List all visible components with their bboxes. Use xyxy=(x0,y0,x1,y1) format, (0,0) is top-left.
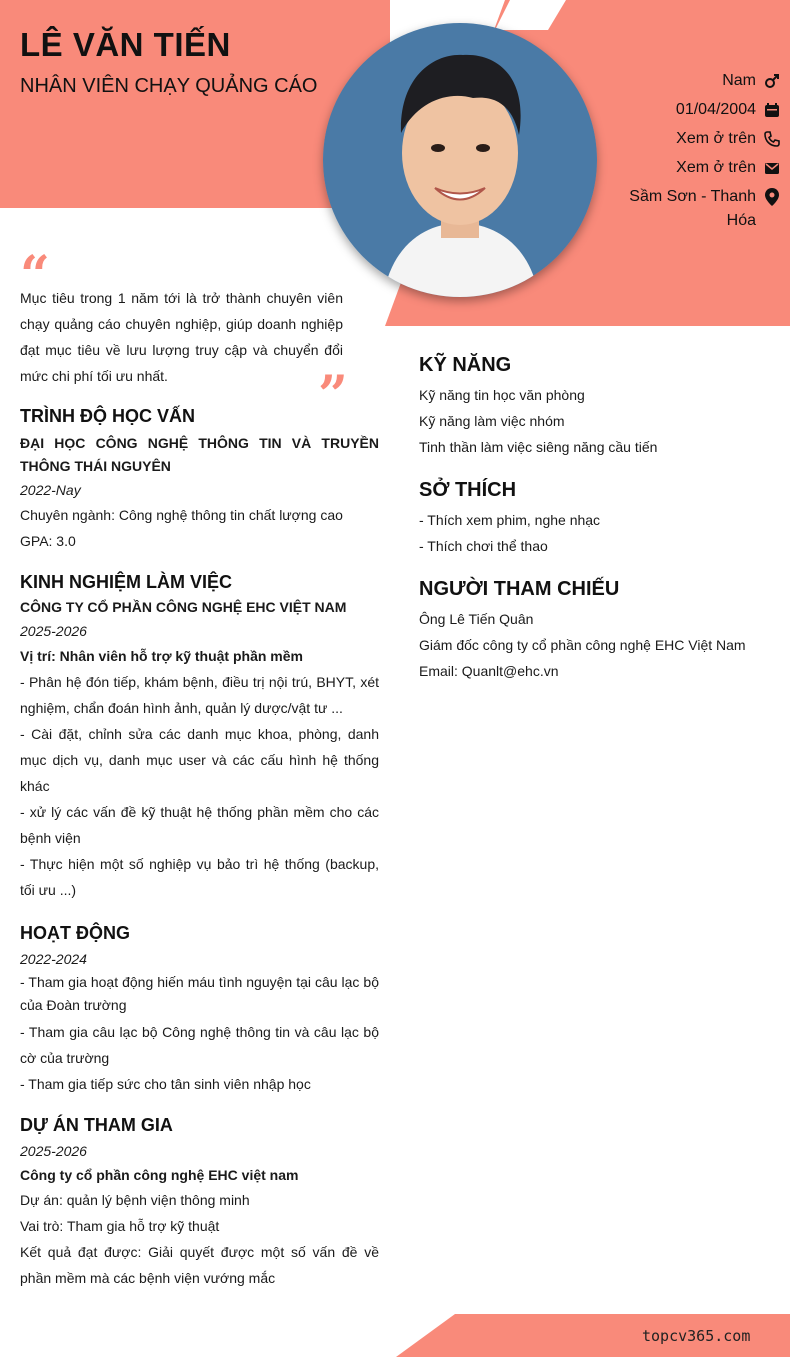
avatar-photo xyxy=(323,23,597,297)
education-heading: TRÌNH ĐỘ HỌC VẤN xyxy=(20,406,195,426)
reference-item: Giám đốc công ty cổ phần công nghệ EHC Việt Nam xyxy=(419,637,746,653)
hobby-item: - Thích chơi thể thao xyxy=(419,538,548,554)
references-heading: NGƯỜI THAM CHIẾU xyxy=(419,578,620,600)
experience-position: Vị trí: Nhân viên hỗ trợ kỹ thuật phần mềm xyxy=(20,648,303,664)
calendar-icon xyxy=(762,98,782,122)
experience-heading: KINH NGHIỆM LÀM VIỆC xyxy=(20,572,233,592)
experience-item: - Thực hiện một số nghiệp vụ bảo trì hệ thống (backup, tối ưu ...) xyxy=(20,856,379,898)
contact-birthday xyxy=(676,98,782,122)
projects-project: Dự án: quản lý bệnh viện thông minh xyxy=(20,1192,250,1208)
education-school: ĐẠI HỌC CÔNG NGHỆ THÔNG TIN VÀ TRUYỀN THÔNG THÁI NGUYÊN xyxy=(20,435,379,474)
experience-period: 2025-2026 xyxy=(20,623,87,639)
experience-item: - Phân hệ đón tiếp, khám bệnh, điều trị nội trú, BHYT, xét nghiệm, chẩn đoán hình ảnh, quản lý dược/vật tư ... xyxy=(20,674,379,716)
skills-heading: KỸ NĂNG xyxy=(419,354,512,376)
education-section xyxy=(20,406,379,554)
skill-item: Kỹ năng tin học văn phòng xyxy=(419,387,585,403)
birthday-value: 01/04/2004 xyxy=(675,101,756,118)
contact-gender xyxy=(722,69,782,93)
activity-item: - Tham gia tiếp sức cho tân sinh viên nhập học xyxy=(20,1076,311,1092)
address-value xyxy=(629,185,756,233)
projects-heading: DỰ ÁN THAM GIA xyxy=(20,1115,173,1135)
contact-phone xyxy=(676,127,782,151)
contact-email xyxy=(676,156,782,180)
gender-icon xyxy=(762,69,782,93)
map-pin-icon xyxy=(762,185,782,209)
activities-heading: HOẠT ĐỘNG xyxy=(20,923,130,943)
activity-item: - Tham gia hoạt động hiến máu tình nguyện tại câu lạc bộ của Đoàn trường xyxy=(20,974,379,1013)
phone-icon xyxy=(762,127,782,151)
skill-item: Kỹ năng làm việc nhóm xyxy=(419,413,565,429)
email-value: Xem ở trên xyxy=(676,159,756,176)
address-line-1: Sầm Sơn - Thanh xyxy=(629,188,756,205)
reference-item: Email: Quanlt@ehc.vn xyxy=(419,663,559,679)
skills-section xyxy=(419,354,779,460)
open-quote-icon: “ xyxy=(20,245,50,306)
footer-watermark: topcv365.com xyxy=(642,1327,751,1345)
projects-role: Vai trò: Tham gia hỗ trợ kỹ thuật xyxy=(20,1218,220,1234)
education-gpa: GPA: 3.0 xyxy=(20,533,76,549)
address-line-2: Hóa xyxy=(726,212,756,229)
skill-item: Tinh thần làm việc siêng năng cầu tiến xyxy=(419,439,658,455)
reference-item: Ông Lê Tiến Quân xyxy=(419,611,534,627)
phone-value: Xem ở trên xyxy=(676,130,756,147)
education-major: Chuyên ngành: Công nghệ thông tin chất lượng cao xyxy=(20,507,343,523)
activities-period: 2022-2024 xyxy=(20,951,87,967)
experience-company: CÔNG TY CỔ PHẦN CÔNG NGHỆ EHC VIỆT NAM xyxy=(20,599,347,615)
experience-section xyxy=(20,572,379,903)
hobbies-heading: SỞ THÍCH xyxy=(419,479,517,501)
hobbies-section xyxy=(419,479,779,559)
experience-item: - xử lý các vấn đề kỹ thuật hệ thống phần mềm cho các bệnh viện xyxy=(20,804,379,846)
gender-value: Nam xyxy=(722,72,756,89)
projects-section xyxy=(20,1115,379,1291)
job-title: NHÂN VIÊN CHẠY QUẢNG CÁO xyxy=(20,75,318,97)
projects-period: 2025-2026 xyxy=(20,1143,87,1159)
candidate-name: LÊ VĂN TIẾN xyxy=(20,26,231,63)
hobby-item: - Thích xem phim, nghe nhạc xyxy=(419,512,601,528)
experience-item: - Cài đặt, chỉnh sửa các danh mục khoa, phòng, danh mục dịch vụ, danh mục user và các cấu hình hệ thống khác xyxy=(20,726,379,794)
education-period: 2022-Nay xyxy=(20,482,81,498)
activity-item: - Tham gia câu lạc bộ Công nghệ thông tin và câu lạc bộ cờ của trường xyxy=(20,1024,379,1066)
contact-address xyxy=(629,185,782,233)
envelope-icon xyxy=(762,156,782,180)
career-objective: Mục tiêu trong 1 năm tới là trở thành chuyên viên chạy quảng cáo chuyên nghiệp, giúp doanh nghiệp đạt mục tiêu về lưu lượng truy cập và chuyển đổi mức chi phí tối ưu nhất. xyxy=(20,290,343,384)
activities-section xyxy=(20,923,379,1097)
close-quote-icon: ” xyxy=(318,365,348,426)
projects-result: Kết quả đạt được: Giải quyết được một số vấn đề về phần mềm mà các bệnh viện vướng mắc xyxy=(20,1244,379,1286)
projects-company: Công ty cổ phần công nghệ EHC việt nam xyxy=(20,1167,299,1183)
avatar xyxy=(323,23,597,297)
references-section xyxy=(419,578,779,684)
